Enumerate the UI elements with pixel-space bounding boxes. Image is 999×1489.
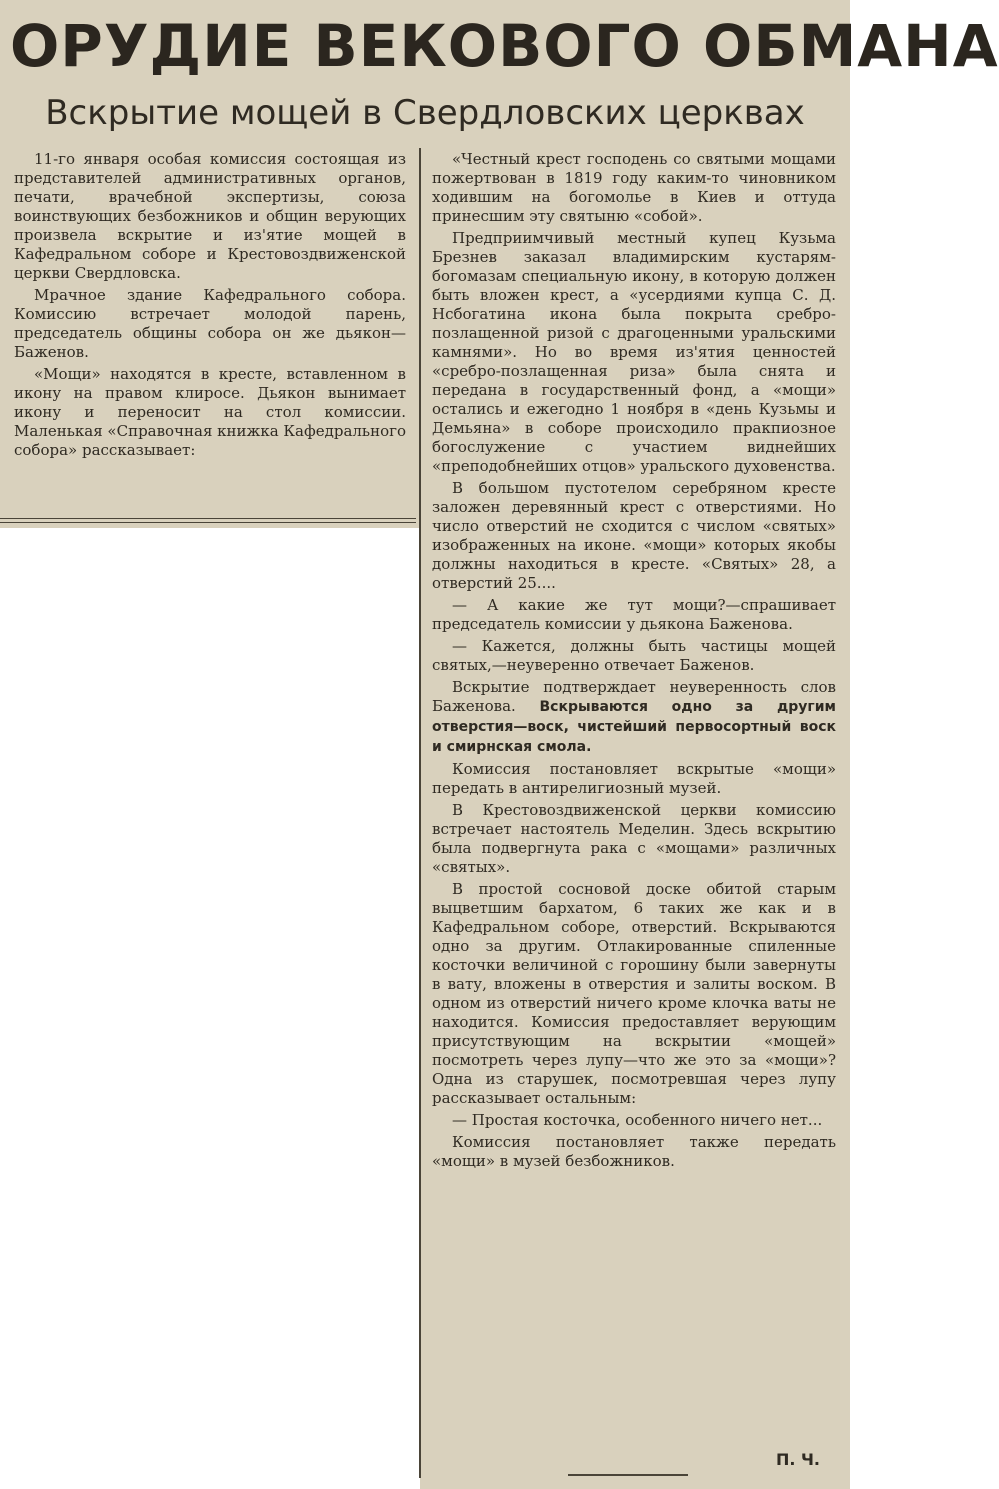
author-signature: П. Ч.: [775, 1450, 820, 1469]
paragraph: В Крестовоздвиженской церкви комиссию встречает настоятель Меделин. Здесь вскрытию была подвергнута рака с «мощами» различных «святых».: [432, 801, 836, 876]
paragraph: В большом пустотелом серебряном кресте заложен деревянный крест с отверстиями. Но число отверстий не сходится с числом «святых» изображенных на иконе. «мощи» которых якобы должны находиться в кресте. «Святых» 28, а отверстий 25....: [432, 479, 836, 592]
paragraph: «Честный крест господень со святыми мощами пожертвован в 1819 году каким-то чиновником ходившим на богомолье в Киев и оттуда принесшим эту святыню «собой».: [432, 150, 836, 225]
paragraph: В простой сосновой доске обитой старым выцветшим бархатом, 6 таких же как и в Кафедральном соборе, отверстий. Вскрываются одно за другим. Отлакированные спиленные косточки величиной с горошину были завернуты в вату, вложены в отверстия и залиты воском. В одном из отверстий ничего кроме клочка ваты не находится. Комиссия предоставляет верующим присутствующим на вскрытии «мощей» посмотреть через лупу—что же это за «мощи»? Одна из старушек, посмотревшая через лупу рассказывает остальным:: [432, 880, 836, 1107]
headline: ОРУДИЕ ВЕКОВОГО ОБМАНА: [10, 12, 999, 80]
paragraph: «Мощи» находятся в кресте, вставленном в икону на правом клиросе. Дьякон вынимает икону и переносит на стол комиссии. Маленькая «Справочная книжка Кафедрального собора» рассказывает:: [14, 365, 406, 459]
subheadline: Вскрытие мощей в Свердловских церквах: [45, 93, 805, 133]
column-divider: [419, 148, 421, 1478]
right-column: [432, 150, 836, 1458]
paragraph-text: Вскрытие подтверждает неуверенность слов Баженова.: [432, 678, 836, 715]
paragraph: Мрачное здание Кафедрального собора. Комиссию встречает молодой парень, председатель общины собора он же дьякон—Баженов.: [14, 286, 406, 361]
left-column: [14, 150, 406, 514]
paragraph-with-emphasis: [432, 678, 836, 757]
paragraph: Предприимчивый местный купец Кузьма Брезнев заказал владимирским кустарям-богомазам специальную икону, в которую должен быть вложен крест, а «усердиями купца С. Д. Нсбогатина икона была покрыта сребро-позлащенной ризой с драгоценными уральскими камнями». Но во время из'ятия ценностей «сребро-позлащенная риза» была снята и передана в государственный фонд, а «мощи» остались и ежегодно 1 ноября в «день Кузьмы и Демьяна» в соборе происходило пракпиозное богослужение с участием виднейших «преподобнейших отцов» уральского духовенства.: [432, 229, 836, 475]
paragraph: Комиссия постановляет вскрытые «мощи» передать в антирелигиозный музей.: [432, 760, 836, 797]
paragraph: Комиссия постановляет также передать «мощи» в музей безбожников.: [432, 1133, 836, 1170]
bold-passage: Вскрываются одно за другим отверстия—воск, чистейший первосортный воск и смирнская смола.: [432, 699, 836, 755]
paragraph: 11-го января особая комиссия состоящая из представителей административных органов, печати, врачебной экспертизы, союза воинствующих безбожников и общин верующих произвела вскрытие и из'ятие мощей в Кафедральном соборе и Крестовоздвиженской церкви Свердловска.: [14, 150, 406, 282]
article-end-rule: [568, 1474, 688, 1476]
left-column-end-rule: [0, 518, 416, 523]
paragraph: — Кажется, должны быть частицы мощей святых,—неуверенно отвечает Баженов.: [432, 637, 836, 674]
paragraph: — А какие же тут мощи?—спрашивает председатель комиссии у дьякона Баженова.: [432, 596, 836, 633]
paragraph: — Простая косточка, особенного ничего нет...: [452, 1111, 823, 1129]
